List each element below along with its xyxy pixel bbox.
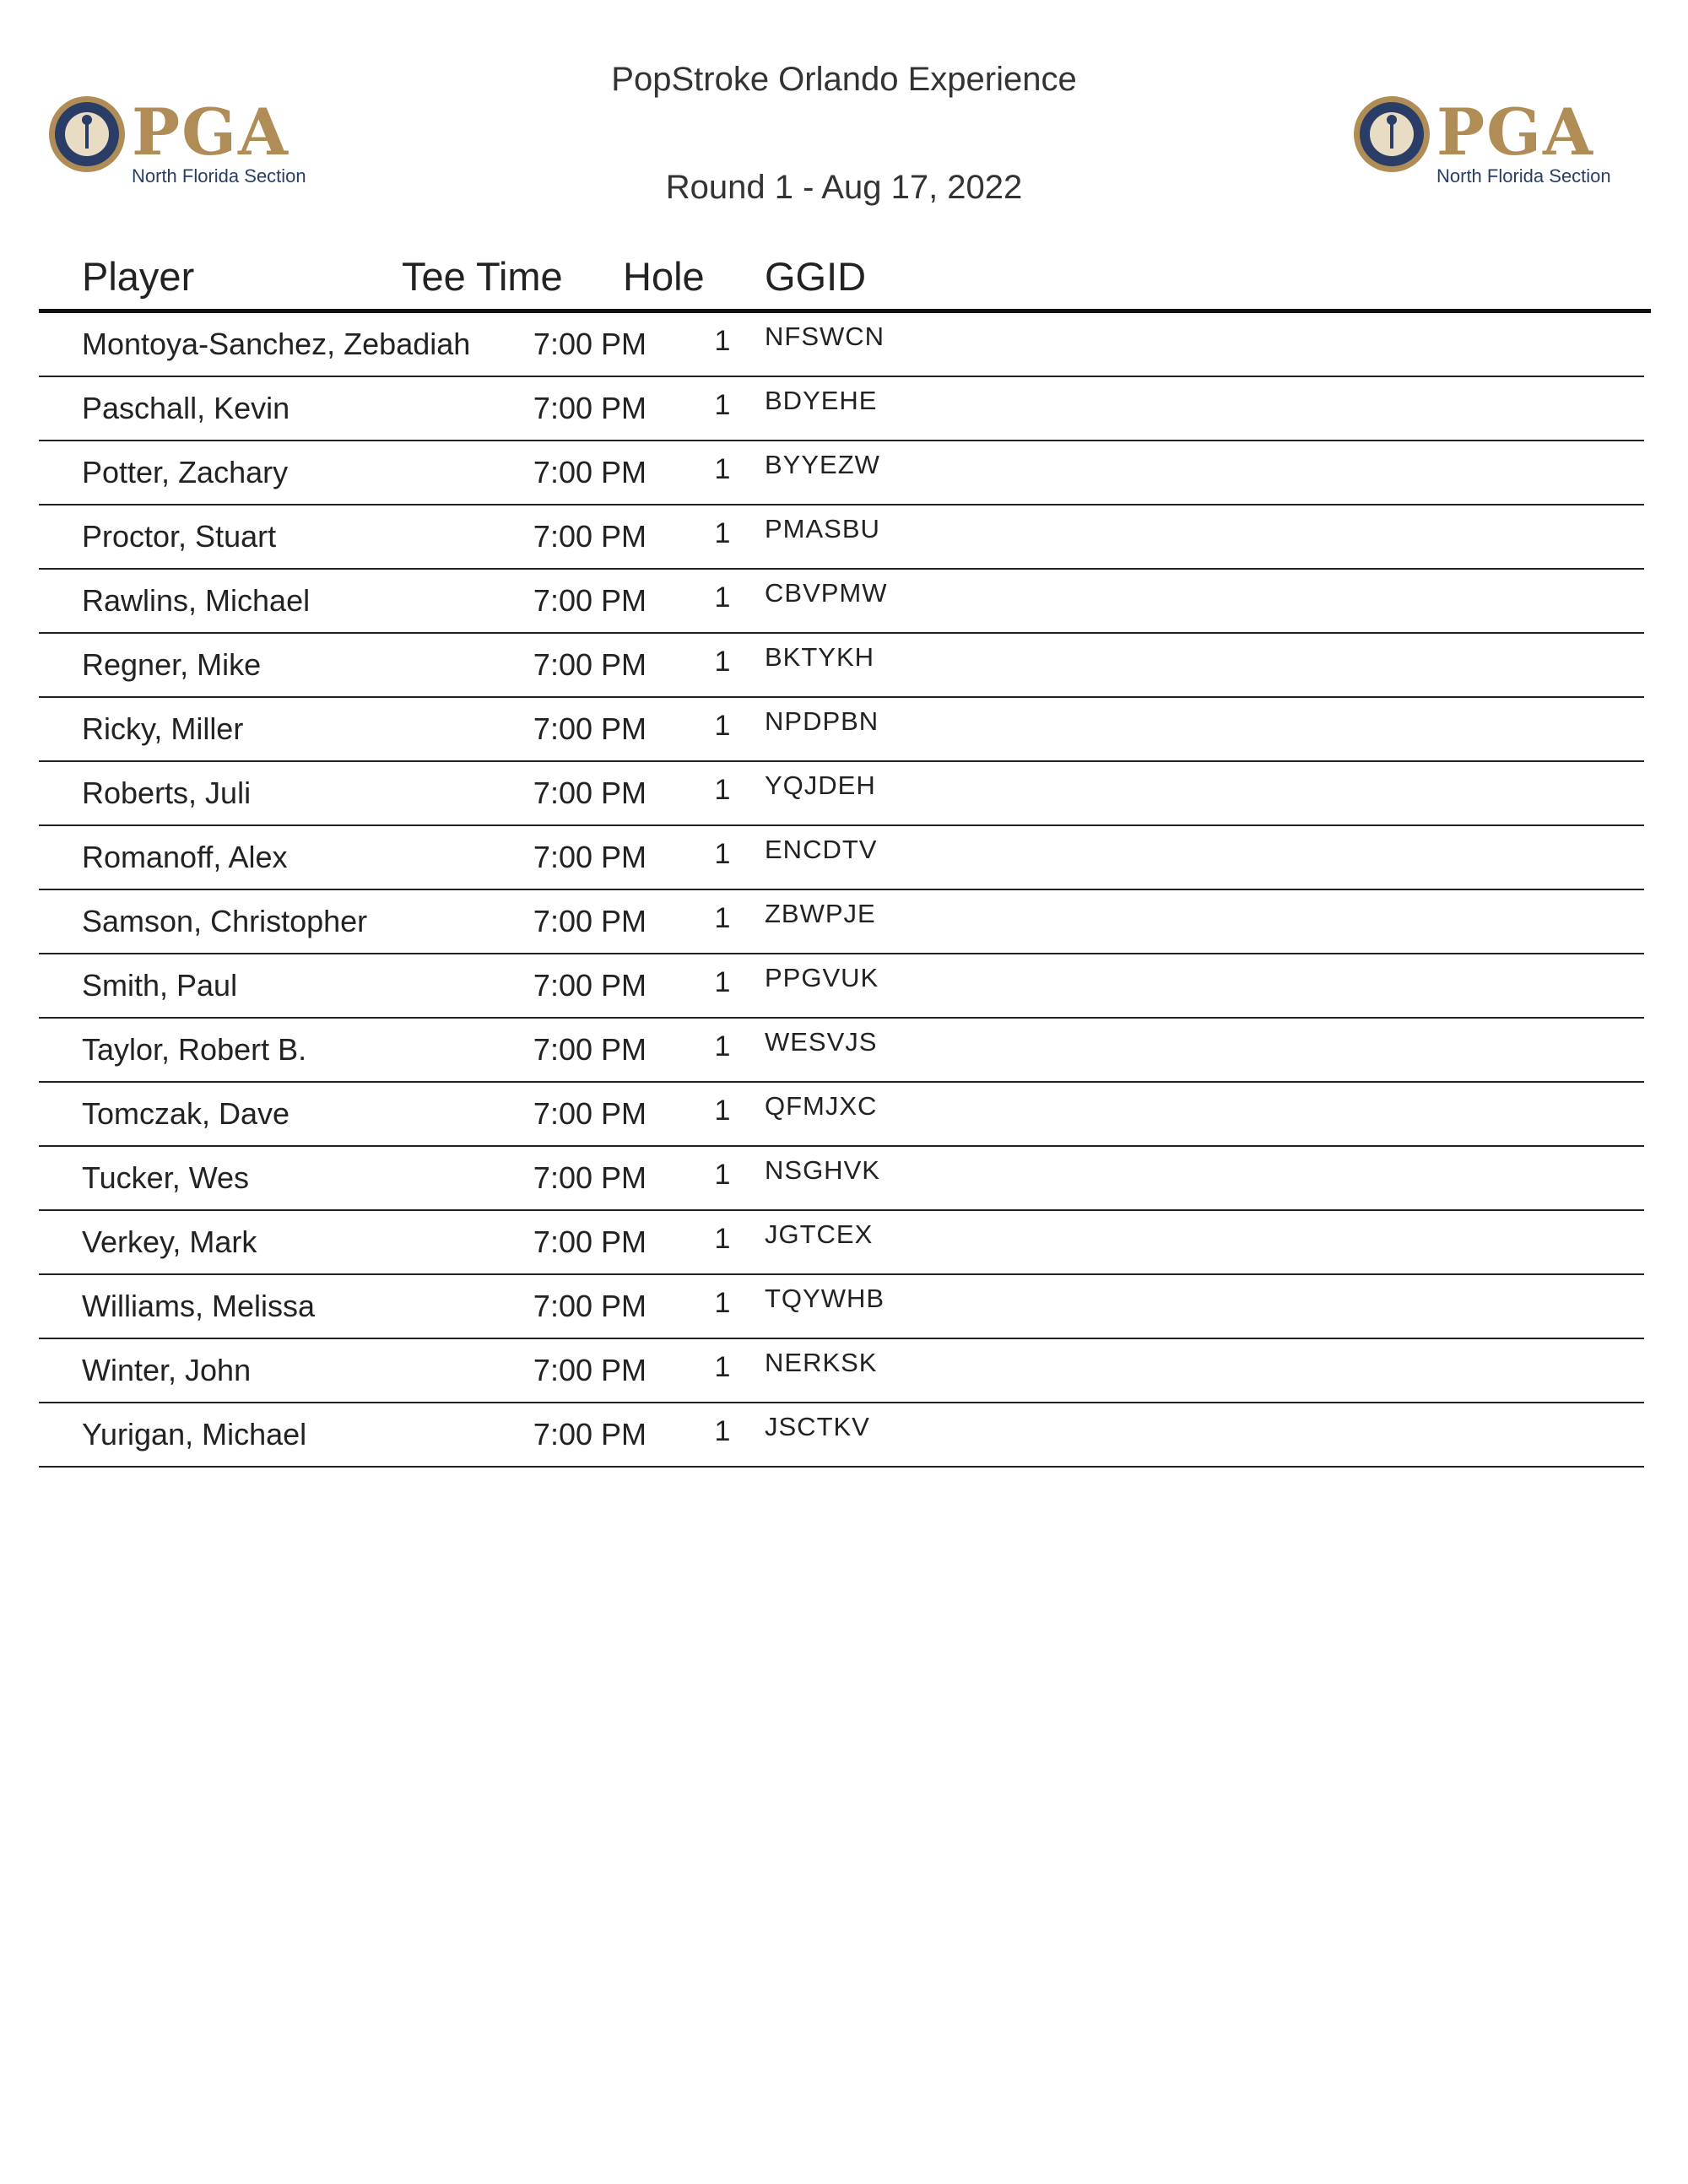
hole-cell: 1 [714,1095,731,1127]
player-name-cell: Yurigan, Michael [82,1417,307,1451]
column-header-player: Player [82,254,195,299]
round-subtitle: Round 1 - Aug 17, 2022 [665,169,1023,206]
hole-cell: 1 [714,966,731,998]
tee-time-cell: 7:00 PM [533,776,647,810]
pairings-table-body [39,313,1644,1468]
table-row [39,505,1644,570]
table-row [39,634,1644,698]
ggid-cell: WESVJS [765,1027,878,1057]
player-name-cell: Samson, Christopher [82,904,368,938]
table-row [39,1211,1644,1275]
tee-time-cell: 7:00 PM [533,519,647,554]
hole-cell: 1 [714,453,731,485]
player-name-cell: Williams, Melissa [82,1289,316,1323]
player-name-cell: Tucker, Wes [82,1160,250,1195]
table-row [39,377,1644,441]
pga-section-name: North Florida Section [1436,165,1611,187]
table-row [39,762,1644,826]
tee-time-cell: 7:00 PM [533,1032,647,1067]
tee-time-cell: 7:00 PM [533,583,647,618]
table-row [39,441,1644,505]
tee-time-cell: 7:00 PM [533,1289,647,1323]
ggid-cell: TQYWHB [765,1284,885,1313]
pga-seal-icon [47,95,127,174]
player-name-cell: Proctor, Stuart [82,519,277,554]
hole-cell: 1 [714,1415,731,1447]
tee-time-cell: 7:00 PM [533,455,647,489]
ggid-cell: NFSWCN [765,322,885,351]
ggid-cell: ENCDTV [765,835,878,864]
document-title: PopStroke Orlando Experience [611,61,1077,98]
hole-cell: 1 [714,517,731,549]
player-name-cell: Roberts, Juli [82,776,252,810]
tee-time-cell: 7:00 PM [533,647,647,682]
ggid-cell: JGTCEX [765,1219,874,1249]
ggid-cell: PPGVUK [765,963,879,992]
ggid-cell: BYYEZW [765,450,880,479]
tee-time-cell: 7:00 PM [533,840,647,874]
player-name-cell: Verkey, Mark [82,1224,257,1259]
player-name-cell: Romanoff, Alex [82,840,288,874]
hole-cell: 1 [714,1287,731,1319]
pga-wordmark: PGA [1436,95,1595,170]
hole-cell: 1 [714,838,731,870]
tee-time-cell: 7:00 PM [533,1353,647,1387]
tee-time-cell: 7:00 PM [533,1417,647,1451]
pga-section-name: North Florida Section [132,165,306,187]
ggid-cell: YQJDEH [765,770,876,800]
tee-time-cell: 7:00 PM [533,391,647,425]
table-row [39,1083,1644,1147]
table-row [39,570,1644,634]
ggid-cell: QFMJXC [765,1091,878,1121]
player-name-cell: Montoya-Sanchez, Zebadiah [82,327,471,361]
ggid-cell: BKTYKH [765,642,875,672]
ggid-cell: NSGHVK [765,1155,880,1185]
tee-time-cell: 7:00 PM [533,1096,647,1131]
player-name-cell: Ricky, Miller [82,711,244,746]
table-row [39,1339,1644,1403]
tee-time-cell: 7:00 PM [533,904,647,938]
table-row [39,313,1644,377]
hole-cell: 1 [714,325,731,357]
player-name-cell: Rawlins, Michael [82,583,311,618]
ggid-cell: PMASBU [765,514,880,543]
player-name-cell: Taylor, Robert B. [82,1032,307,1067]
table-row [39,1403,1644,1468]
tee-time-cell: 7:00 PM [533,1160,647,1195]
player-name-cell: Paschall, Kevin [82,391,290,425]
ggid-cell: ZBWPJE [765,899,876,928]
hole-cell: 1 [714,902,731,934]
tee-time-cell: 7:00 PM [533,1224,647,1259]
table-row [39,1275,1644,1339]
tee-time-cell: 7:00 PM [533,968,647,1003]
player-name-cell: Potter, Zachary [82,455,289,489]
hole-cell: 1 [714,1223,731,1255]
tee-time-cell: 7:00 PM [533,327,647,361]
player-name-cell: Winter, John [82,1353,252,1387]
player-name-cell: Regner, Mike [82,647,262,682]
table-row [39,1019,1644,1083]
tee-time-cell: 7:00 PM [533,711,647,746]
ggid-cell: NERKSK [765,1348,878,1377]
column-header-hole: Hole [623,254,705,299]
hole-cell: 1 [714,1351,731,1383]
hole-cell: 1 [714,774,731,806]
column-header-tee-time: Tee Time [402,254,563,299]
table-row [39,890,1644,954]
table-row [39,698,1644,762]
table-row [39,954,1644,1019]
ggid-cell: BDYEHE [765,386,878,415]
table-header [39,253,1651,313]
hole-cell: 1 [714,1030,731,1062]
hole-cell: 1 [714,581,731,614]
player-name-cell: Smith, Paul [82,968,238,1003]
player-name-cell: Tomczak, Dave [82,1096,290,1131]
table-row [39,826,1644,890]
hole-cell: 1 [714,646,731,678]
hole-cell: 1 [714,710,731,742]
pga-seal-icon [1352,95,1431,174]
ggid-cell: NPDPBN [765,706,879,736]
ggid-cell: JSCTKV [765,1412,870,1441]
column-header-ggid: GGID [765,254,867,299]
pga-wordmark: PGA [132,95,290,170]
table-row [39,1147,1644,1211]
hole-cell: 1 [714,389,731,421]
ggid-cell: CBVPMW [765,578,888,608]
hole-cell: 1 [714,1159,731,1191]
